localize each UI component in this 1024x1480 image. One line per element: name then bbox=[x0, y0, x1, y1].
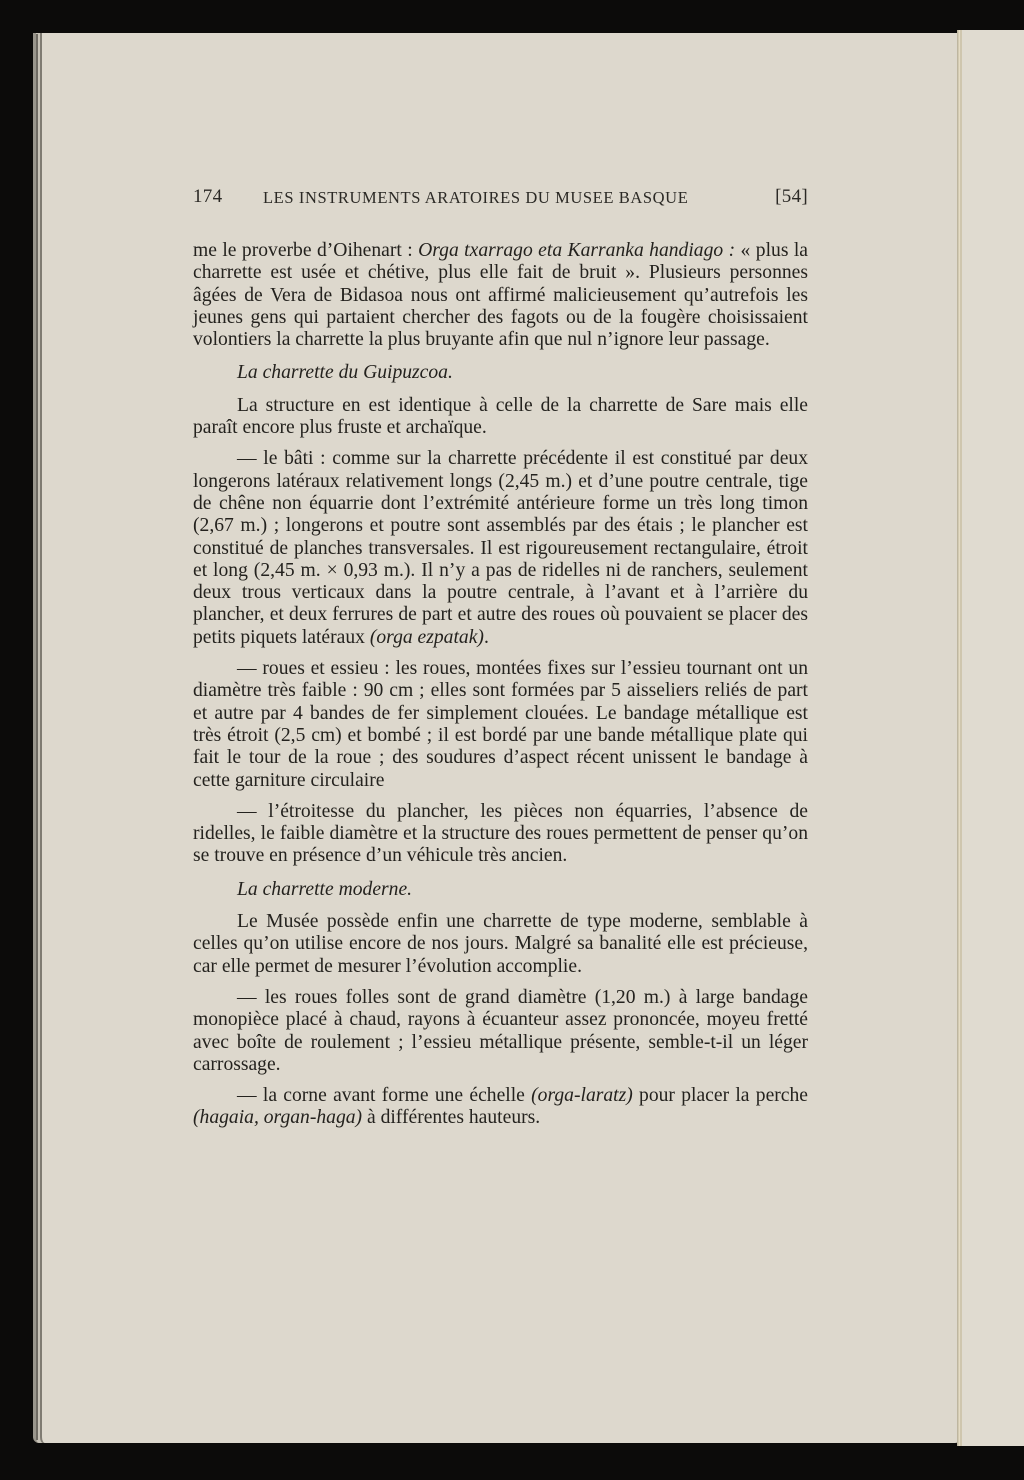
text-run: — l’étroitesse du plancher, les pièces non équarries, l’absence de ridelles, le faible diamètre et la structure des roues permettent de penser qu’on se trouve en présence d’un véhicule très ancien. bbox=[193, 800, 808, 867]
page-edge bbox=[36, 34, 38, 1440]
facing-page-edge bbox=[960, 30, 1024, 1446]
text-run: Le Musée possède enfin une charrette de type moderne, semblable à celles qu’on utilise encore de nos jours. Malgré sa banalité elle est précieuse, car elle permet de mesurer l’évolution accomplie. bbox=[193, 911, 808, 977]
text-run: — le bâti : comme sur la charrette précédente il est constitué par deux longerons latéraux relativement longs (2,45 m.) et d’une poutre centrale, tige de chêne non équarrie dont l’extrémité antérieure forme un très long timon (2,67 m.) ; longerons et poutre sont assemblés par des étais ; le plancher est constitué de planches transversales. Il est rigoureusement rectangulaire, étroit et long (2,45 m. × 0,93 m.). Il n’y a pas de ridelles ni de ranchers, seulement deux trous verticaux dans la poutre centrale, à l’avant et à l’arrière du plancher, et deux ferrures de part et autre des roues où pouvaient se placer des petits piquets latéraux bbox=[193, 448, 808, 648]
italic-term: (hagaia, organ-haga) bbox=[193, 1107, 363, 1129]
text-run: . bbox=[483, 626, 489, 648]
paragraph bbox=[193, 801, 808, 868]
running-head bbox=[193, 186, 808, 214]
text-run: — la corne avant forme une échelle bbox=[237, 1085, 532, 1107]
text-run: à différentes hauteurs. bbox=[362, 1107, 541, 1129]
italic-quote: Orga txarrago eta Karranka handiago : bbox=[418, 240, 736, 261]
italic-term: (orga-laratz) bbox=[531, 1085, 633, 1107]
italic-term: (orga ezpatak) bbox=[369, 626, 484, 648]
text-run: me le proverbe d’Oihenart : bbox=[193, 240, 419, 261]
running-title: LES INSTRUMENTS ARATOIRES DU MUSEE BASQUE bbox=[263, 188, 689, 207]
section-heading: La charrette du Guipuzcoa. bbox=[237, 362, 453, 384]
text-column bbox=[193, 240, 808, 1130]
text-run: pour placer la perche bbox=[632, 1085, 808, 1107]
paragraph bbox=[193, 658, 808, 792]
section-number: [54] bbox=[775, 186, 808, 207]
paragraph bbox=[193, 911, 808, 978]
text-run: — les roues folles sont de grand diamètre (1,20 m.) à large bandage monopièce placé à chaud, rayons à écuanteur assez prononcée, moyeu fretté avec boîte de roulement ; l’essieu métallique présente, semble-t-il un léger carrossage. bbox=[193, 986, 808, 1075]
paragraph bbox=[193, 240, 808, 351]
text-run: « plus la charrette est usée et chétive, plus elle fait de bruit ». Plusieurs personnes âgées de Vera de Bidasoa nous ont affirmé malicieusement qu’autrefois les jeunes gens qui partaient chercher des fagots ou de la fougère choisissaient volontiers la charrette la plus bruyante afin que nul n’ignore leur passage. bbox=[193, 240, 809, 351]
paragraph bbox=[193, 1085, 808, 1130]
paragraph bbox=[193, 395, 808, 440]
text-run: — roues et essieu : les roues, montées fixes sur l’essieu tournant ont un diamètre très faible : 90 cm ; elles sont formées par 5 aisseliers reliés de part et autre par 4 bandes de fer simplement clouées. Le bandage métallique est très étroit (2,5 cm) et bombé ; il est bordé par une bande métallique plate qui fait le tour de la roue ; des soudures d’aspect récent unissent le bandage à cette garniture circulaire bbox=[193, 658, 808, 791]
section-heading: La charrette moderne. bbox=[237, 878, 413, 900]
paragraph bbox=[193, 987, 808, 1076]
paragraph bbox=[193, 448, 808, 649]
text-run: La structure en est identique à celle de la charrette de Sare mais elle paraît encore plus fruste et archaïque. bbox=[193, 394, 808, 439]
page-number: 174 bbox=[193, 186, 223, 207]
